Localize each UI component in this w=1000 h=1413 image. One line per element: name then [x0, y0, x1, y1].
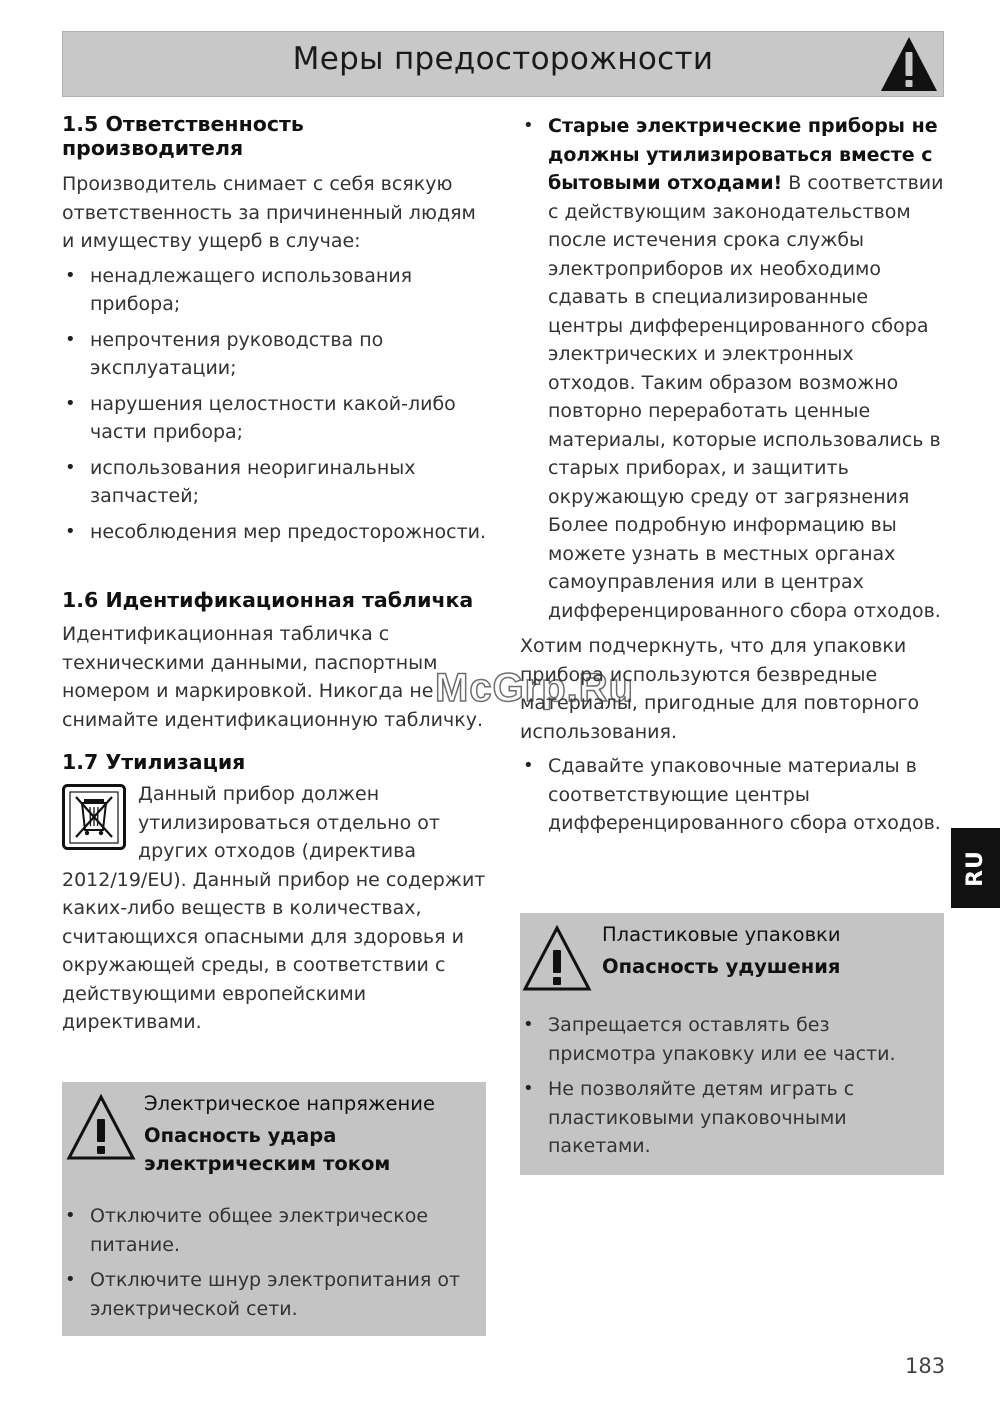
left-column [62, 112, 492, 1037]
list-item: • ненадлежащего использования прибора; [62, 262, 492, 319]
warning-subtitle: Опасность удушения [602, 955, 841, 978]
watermark: McGrp.Ru [435, 666, 635, 710]
page-number: 183 [905, 1354, 946, 1378]
section-1-6-title: 1.6 Идентификационная табличка [62, 588, 474, 612]
packaging-text: Хотим подчеркнуть, что для упаковки прибора используются безвредные материалы, пригодные для повторного использования. [520, 635, 920, 743]
list-item: • Не позволяйте детям играть с пластиковыми упаковочными пакетами. [520, 1075, 920, 1161]
electric-warning-list [62, 1202, 462, 1323]
warning-title: Электрическое напряжение [144, 1092, 435, 1115]
section-1-5-title: 1.5 Ответственность производителя [62, 112, 304, 160]
disposal-block [62, 780, 492, 1037]
disposal-warning-bold: Старые электрические приборы не должны утилизироваться вместе с бытовыми отходами! [548, 115, 938, 194]
list-item [520, 112, 946, 625]
list-item: • Отключите шнур электропитания от электрической сети. [62, 1266, 462, 1323]
list-item: • использования неоригинальных запчастей; [62, 454, 492, 511]
list-item: • непрочтения руководства по эксплуатации; [62, 326, 492, 383]
section-1-7-text: Данный прибор должен утилизироваться отдельно от других отходов (директива 2012/19/EU). Данный прибор не содержит каких-либо веществ в количествах, считающихся опасными для здоровья и окружающей среды, в соответствии с действующими европейскими директивами. [62, 783, 486, 1033]
warning-subtitle: Опасность удара электрическим током [144, 1124, 391, 1175]
right-column [520, 112, 946, 838]
warning-triangle-icon [522, 923, 592, 993]
liability-list [62, 262, 492, 547]
packaging-list [520, 752, 946, 838]
page-title: Меры предосторожности [292, 41, 714, 77]
electric-warning-box [62, 1082, 486, 1336]
weee-crossed-bin-icon [62, 784, 126, 850]
page-header [62, 31, 944, 97]
list-item: • Отключите общее электрическое питание. [62, 1202, 462, 1259]
section-1-5-intro: Производитель снимает с себя всякую ответственность за причиненный людям и имуществу ущерб в случае: [62, 173, 476, 252]
warning-triangle-icon [878, 34, 940, 94]
disposal-warning-text: В соответствии с действующим законодательством после истечения срока службы электроприборов их необходимо сдавать в специализированные центры дифференцированного сбора электрических и электронных отходов. Таким образом возможно повторно переработать ценные материалы, которые использовались в старых приборах, и защитить окружающую среду от загрязнения Более подробную информацию вы можете узнать в местных органах самоуправления или в центрах дифференцированного сбора отходов. [548, 172, 944, 622]
section-1-6-text: Идентификационная табличка с техническими данными, паспортным номером и маркировкой. Никогда не снимайте идентификационную табличку. [62, 623, 483, 731]
list-item: • несоблюдения мер предосторожности. [62, 518, 492, 547]
warning-triangle-icon [66, 1092, 136, 1162]
plastic-warning-list [520, 1011, 920, 1161]
warning-title: Пластиковые упаковки [602, 923, 841, 946]
language-tab-label: RU [963, 849, 988, 887]
list-item: • нарушения целостности какой-либо части прибора; [62, 390, 492, 447]
list-item: • Запрещается оставлять без присмотра упаковку или ее части. [520, 1011, 920, 1068]
plastic-warning-box [520, 913, 944, 1175]
disposal-list [520, 112, 946, 625]
language-tab [951, 828, 1000, 908]
section-1-7-title: 1.7 Утилизация [62, 750, 246, 774]
list-item: • Сдавайте упаковочные материалы в соответствующие центры дифференцированного сбора отходов. [520, 752, 946, 838]
